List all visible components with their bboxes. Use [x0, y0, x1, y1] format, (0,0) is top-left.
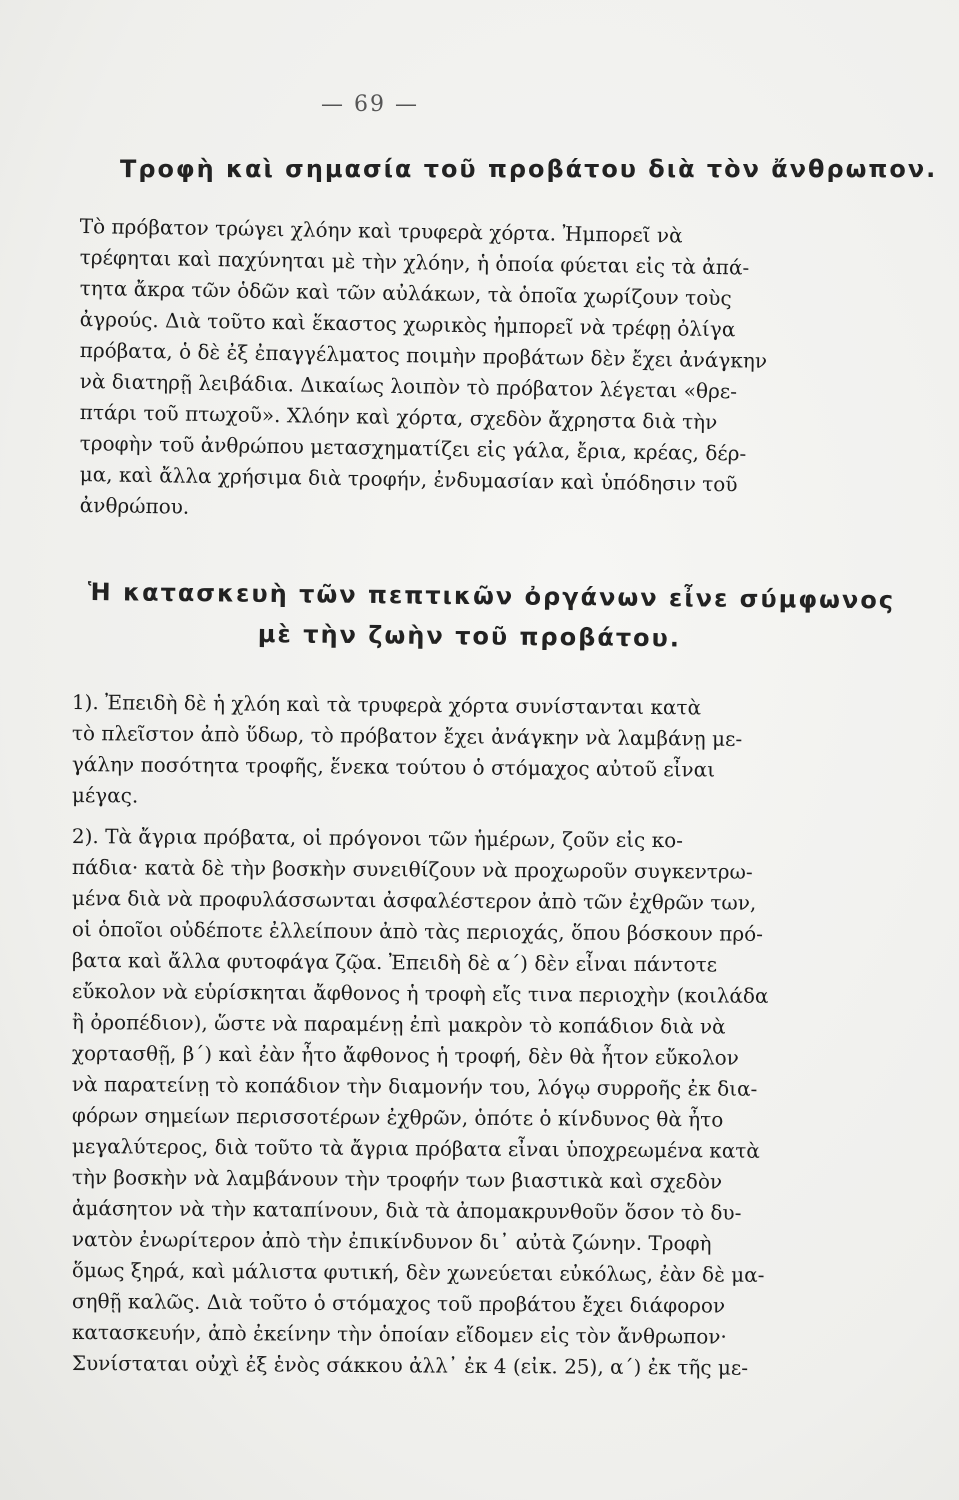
text-line: πτάρι τοῦ πτωχοῦ». Χλόην καὶ χόρτα, σχεδὸν ἄχρηστα διὰ τὴν [79, 399, 718, 435]
section-heading-nutrition: Τροφὴ καὶ σημασία τοῦ προβάτου διὰ τὸν ἄνθρωπον. [120, 155, 938, 183]
text-line: ἢ ὀροπέδιον), ὥστε νὰ παραμένῃ ἐπὶ μακρὸν τὸ κοπάδιον διὰ νὰ [71, 1009, 726, 1039]
text-line: εὔκολον νὰ εὑρίσκηται ἄφθονος ἡ τροφὴ εἴς τινα περιοχὴν (κοιλάδα [71, 978, 769, 1008]
text-line: κατασκευήν, ἀπὸ ἐκείνην τὴν ὁποίαν εἴδομεν εἰς τὸν ἄνθρωπον· [71, 1320, 727, 1349]
text-line: τὴν βοσκὴν νὰ λαμβάνουν τὴν τροφήν των βιαστικὰ καὶ σχεδὸν [71, 1165, 723, 1194]
text-line: σηθῇ καλῶς. Διὰ τοῦτο ὁ στόμαχος τοῦ προβάτου ἔχει διάφορον [71, 1289, 726, 1318]
text-line: ὅμως ξηρά, καὶ μάλιστα φυτική, δὲν χωνεύεται εὐκόλως, ἐὰν δὲ μα- [71, 1258, 765, 1287]
text-line: 2). Τὰ ἄγρια πρόβατα, οἱ πρόγονοι τῶν ἡμέρων, ζοῦν εἰς κο- [71, 823, 684, 853]
text-line: μένα διὰ νὰ προφυλάσσωνται ἀσφαλέστερον ἀπὸ τῶν ἐχθρῶν των, [71, 885, 757, 915]
section-heading-digestive-line2: μὲ τὴν ζωὴν τοῦ προβάτου. [257, 620, 682, 653]
text-line: νατὸν ἐνωρίτερον ἀπὸ τὴν ἐπικίνδυνον δι᾽ αὐτὰ ζώνην. Τροφὴ [71, 1227, 712, 1256]
text-line: πάδια· κατὰ δὲ τὴν βοσκὴν συνειθίζουν νὰ προχωροῦν συγκεντρω- [71, 854, 753, 884]
text-line: βατα καὶ ἄλλα φυτοφάγα ζῷα. Ἐπειδὴ δὲ α΄) δὲν εἶναι πάντοτε [71, 947, 718, 977]
text-line: ἀνθρώπου. [79, 492, 190, 519]
text-line: τροφὴν τοῦ ἀνθρώπου μετασχηματίζει εἰς γάλα, ἔρια, κρέας, δέρ- [79, 430, 747, 466]
text-line: μέγας. [71, 782, 139, 808]
text-line: νὰ διατηρῇ λειβάδια. Δικαίως λοιπὸν τὸ πρόβατον λέγεται «θρε- [79, 368, 738, 404]
section-heading-digestive-line1: Ἡ κατασκευὴ τῶν πεπτικῶν ὀργάνων εἶνε σύμφωνος [87, 578, 896, 615]
text-line: μα, καὶ ἄλλα χρήσιμα διὰ τροφήν, ἐνδυμασίαν καὶ ὑπόδησιν τοῦ [79, 461, 738, 497]
text-line: νὰ παρατείνῃ τὸ κοπάδιον τὴν διαμονήν του, λόγῳ συρροῆς ἐκ δια- [71, 1072, 758, 1101]
text-line: τητα ἄκρα τῶν ὁδῶν καὶ τῶν αὐλάκων, τὰ ὁποῖα χωρίζουν τοὺς [79, 275, 732, 311]
text-line: χορτασθῇ, β΄) καὶ ἐὰν ἦτο ἄφθονος ἡ τροφή, δὲν θὰ ἦτον εὔκολον [71, 1041, 739, 1070]
text-line: ἀγρούς. Διὰ τοῦτο καὶ ἕκαστος χωρικὸς ἠμπορεῖ νὰ τρέφῃ ὀλίγα [79, 306, 736, 342]
text-line: γάλην ποσότητα τροφῆς, ἕνεκα τούτου ὁ στόμαχος αὐτοῦ εἶναι [71, 751, 716, 782]
text-line: μεγαλύτερος, διὰ τοῦτο τὰ ἄγρια πρόβατα εἶναι ὑποχρεωμένα κατὰ [71, 1134, 760, 1163]
text-line: φόρων σημείων περισσοτέρων ἐχθρῶν, ὁπότε ὁ κίνδυνος θὰ ἦτο [71, 1103, 724, 1132]
text-line: τὸ πλεῖστον ἀπὸ ὕδωρ, τὸ πρόβατον ἔχει ἀνάγκην νὰ λαμβάνῃ με- [71, 720, 743, 751]
text-line: πρόβατα, ὁ δὲ ἐξ ἐπαγγέλματος ποιμὴν προβάτων δὲν ἔχει ἀνάγκην [79, 337, 768, 373]
page-number: — 69 — [321, 92, 419, 117]
text-line: Τὸ πρόβατον τρώγει χλόην καὶ τρυφερὰ χόρτα. Ἠμπορεῖ νὰ [79, 213, 683, 248]
text-line: 1). Ἐπειδὴ δὲ ἡ χλόη καὶ τὰ τρυφερὰ χόρτα συνίστανται κατὰ [71, 689, 702, 720]
text-line: τρέφηται καὶ παχύνηται μὲ τὴν χλόην, ἡ ὁποία φύεται εἰς τὰ ἀπά- [79, 244, 750, 280]
text-line: Συνίσταται οὐχὶ ἐξ ἑνὸς σάκκου ἀλλ᾽ ἐκ 4 (εἰκ. 25), α΄) ἐκ τῆς με- [71, 1351, 749, 1380]
text-line: ἀμάσητον νὰ τὴν καταπίνουν, διὰ τὰ ἀπομακρυνθοῦν ὅσον τὸ δυ- [71, 1196, 742, 1225]
text-line: οἱ ὁποῖοι οὐδέποτε ἐλλείπουν ἀπὸ τὰς περιοχάς, ὅπου βόσκουν πρό- [71, 916, 764, 946]
